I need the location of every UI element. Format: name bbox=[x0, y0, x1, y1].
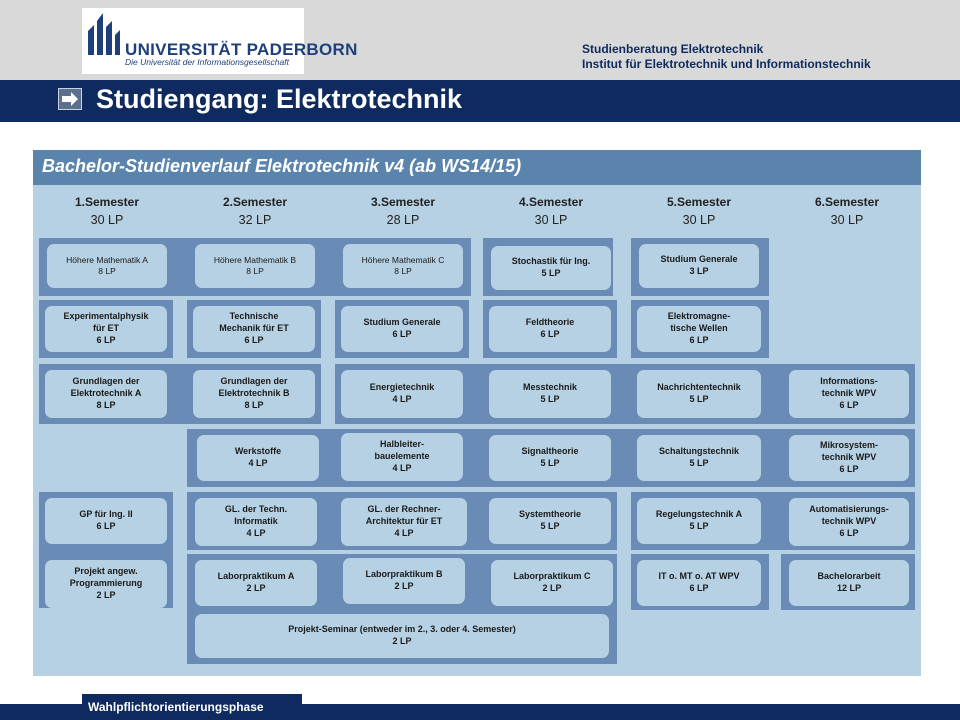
semester-1-lp: 30 LP bbox=[90, 213, 124, 227]
semester-4-title: 4.Semester bbox=[518, 195, 584, 209]
course-credits: 8 LP bbox=[98, 266, 116, 276]
course-credits: 8 LP bbox=[244, 399, 264, 410]
course-title-2: technik WPV bbox=[821, 388, 877, 399]
semester-3-title: 3.Semester bbox=[370, 195, 436, 209]
course-title: Informations- bbox=[820, 376, 878, 387]
course-automatisierungstechnik-wpv[interactable] bbox=[789, 498, 909, 546]
course-laborpraktikum-a[interactable] bbox=[195, 560, 317, 606]
course-title-2: technik WPV bbox=[821, 516, 877, 527]
semester-5-lp: 30 LP bbox=[682, 213, 716, 227]
course-gl-rechnerarchitektur[interactable] bbox=[341, 498, 467, 546]
course-it-mt-at-wpv[interactable] bbox=[637, 560, 761, 606]
semester-4-lp: 30 LP bbox=[534, 213, 568, 227]
course-messtechnik[interactable] bbox=[489, 370, 611, 418]
course-hoehere-mathematik-b[interactable] bbox=[195, 244, 315, 288]
course-grundlagen-et-b[interactable] bbox=[193, 370, 315, 418]
course-gp-fuer-ing-2[interactable] bbox=[45, 498, 167, 544]
course-credits: 5 LP bbox=[689, 521, 709, 531]
course-title: Automatisierungs- bbox=[809, 504, 889, 515]
course-credits: 4 LP bbox=[392, 462, 412, 473]
course-title: Halbleiter- bbox=[379, 439, 424, 450]
course-credits: 5 LP bbox=[540, 458, 560, 468]
course-werkstoffe[interactable] bbox=[197, 435, 319, 481]
course-halbleiterbauelemente[interactable] bbox=[341, 433, 463, 481]
course-systemtheorie[interactable] bbox=[489, 498, 611, 544]
course-bachelorarbeit[interactable] bbox=[789, 560, 909, 606]
course-title: GL. der Rechner- bbox=[367, 504, 441, 515]
course-credits: 8 LP bbox=[246, 266, 264, 276]
course-title: Regelungstechnik A bbox=[655, 509, 743, 520]
course-title: Höhere Mathematik C bbox=[361, 254, 445, 265]
semester-1-title: 1.Semester bbox=[74, 195, 140, 209]
course-experimentalphysik[interactable] bbox=[45, 306, 167, 352]
course-title: Höhere Mathematik A bbox=[66, 254, 148, 265]
course-technische-mechanik[interactable] bbox=[193, 306, 315, 352]
course-title: Stochastik für Ing. bbox=[511, 256, 591, 267]
course-regelungstechnik-a[interactable] bbox=[637, 498, 761, 544]
semester-5-title: 5.Semester bbox=[666, 195, 732, 209]
course-title: Schaltungstechnik bbox=[658, 446, 739, 457]
course-informationstechnik-wpv[interactable] bbox=[789, 370, 909, 418]
semester-2-title: 2.Semester bbox=[222, 195, 288, 209]
phase-label: Wahlpflichtorientierungsphase bbox=[88, 700, 264, 714]
page-title: Studiengang: Elektrotechnik bbox=[96, 84, 463, 114]
course-laborpraktikum-c[interactable] bbox=[491, 560, 613, 606]
course-title: Studium Generale bbox=[660, 254, 738, 265]
course-title: Projekt-Seminar (entweder im 2., 3. oder 4. Semester) bbox=[288, 624, 516, 635]
institute-line-1: Studienberatung Elektrotechnik bbox=[582, 42, 764, 56]
course-title-2: Elektrotechnik A bbox=[70, 388, 142, 399]
university-tagline: Die Universität der Informationsgesellschaft bbox=[125, 57, 289, 67]
course-credits: 6 LP bbox=[96, 521, 116, 531]
university-name: UNIVERSITÄT PADERBORN bbox=[125, 40, 358, 59]
course-credits: 6 LP bbox=[689, 583, 709, 593]
course-hoehere-mathematik-a[interactable] bbox=[47, 244, 167, 288]
course-title: Laborpraktikum C bbox=[513, 571, 591, 582]
course-title-2: technik WPV bbox=[821, 452, 877, 463]
course-title-2: tische Wellen bbox=[670, 323, 728, 334]
course-title: Mikrosystem- bbox=[819, 440, 879, 451]
course-credits: 2 LP bbox=[96, 589, 116, 600]
course-credits: 5 LP bbox=[689, 394, 709, 404]
semester-3-lp: 28 LP bbox=[386, 213, 420, 227]
course-title-2: für ET bbox=[93, 323, 119, 334]
course-title: Projekt angew. bbox=[74, 566, 138, 577]
course-title: Werkstoffe bbox=[234, 446, 282, 457]
course-credits: 6 LP bbox=[839, 527, 859, 538]
course-credits: 6 LP bbox=[839, 399, 859, 410]
course-grundlagen-et-a[interactable] bbox=[45, 370, 167, 418]
course-title: Studium Generale bbox=[363, 317, 441, 328]
university-crest-icon bbox=[86, 11, 122, 57]
course-title: Nachrichtentechnik bbox=[657, 382, 741, 393]
course-title: Elektromagne- bbox=[667, 311, 731, 322]
course-title: GL. der Techn. bbox=[224, 504, 288, 515]
course-projekt-seminar[interactable] bbox=[195, 614, 609, 658]
course-title: Messtechnik bbox=[522, 382, 578, 393]
course-schaltungstechnik[interactable] bbox=[637, 435, 761, 481]
course-nachrichtentechnik[interactable] bbox=[637, 370, 761, 418]
course-credits: 8 LP bbox=[394, 266, 412, 276]
course-credits: 6 LP bbox=[689, 334, 709, 345]
course-credits: 12 LP bbox=[836, 583, 861, 593]
course-title: Laborpraktikum A bbox=[217, 571, 295, 582]
course-feldtheorie[interactable] bbox=[489, 306, 611, 352]
course-signaltheorie[interactable] bbox=[489, 435, 611, 481]
course-credits: 6 LP bbox=[96, 334, 116, 345]
course-title-2: Elektrotechnik B bbox=[218, 388, 290, 399]
course-credits: 2 LP bbox=[542, 583, 562, 593]
course-title: Energietechnik bbox=[369, 382, 435, 393]
course-credits: 4 LP bbox=[246, 527, 266, 538]
arrow-right-icon bbox=[58, 88, 82, 110]
course-title-2: Informatik bbox=[234, 516, 278, 527]
course-title-2: bauelemente bbox=[374, 451, 430, 462]
course-title: Signaltheorie bbox=[521, 446, 579, 457]
institute-line-2: Institut für Elektrotechnik und Informationstechnik bbox=[582, 57, 871, 71]
course-title: Laborpraktikum B bbox=[365, 569, 443, 580]
course-title: Höhere Mathematik B bbox=[213, 254, 297, 265]
course-hoehere-mathematik-c[interactable] bbox=[343, 244, 463, 288]
course-gl-techn-informatik[interactable] bbox=[195, 498, 317, 546]
course-credits: 5 LP bbox=[540, 521, 560, 531]
course-studium-generale-6[interactable] bbox=[341, 306, 463, 352]
course-credits: 5 LP bbox=[689, 458, 709, 468]
course-credits: 6 LP bbox=[392, 329, 412, 339]
course-credits: 6 LP bbox=[244, 334, 264, 345]
course-title-2: Architektur für ET bbox=[365, 516, 443, 527]
course-title-2: Mechanik für ET bbox=[219, 323, 289, 334]
course-credits: 6 LP bbox=[839, 463, 859, 474]
course-mikrosystemtechnik-wpv[interactable] bbox=[789, 435, 909, 481]
course-title: Systemtheorie bbox=[518, 509, 582, 520]
course-credits: 4 LP bbox=[248, 458, 268, 468]
course-credits: 5 LP bbox=[540, 394, 560, 404]
course-elektromagnetische-wellen[interactable] bbox=[637, 306, 761, 352]
course-studium-generale-3[interactable] bbox=[639, 244, 759, 288]
course-credits: 2 LP bbox=[246, 583, 266, 593]
course-laborpraktikum-b[interactable] bbox=[343, 558, 465, 604]
course-title: Feldtheorie bbox=[525, 317, 575, 328]
course-title: Technische bbox=[229, 311, 279, 322]
course-credits: 4 LP bbox=[394, 527, 414, 538]
course-credits: 8 LP bbox=[96, 399, 116, 410]
course-credits: 6 LP bbox=[540, 329, 560, 339]
course-projekt-angew-programmierung[interactable] bbox=[45, 560, 167, 608]
course-energietechnik[interactable] bbox=[341, 370, 463, 418]
course-title: Bachelorarbeit bbox=[817, 571, 881, 582]
semester-6-lp: 30 LP bbox=[830, 213, 864, 227]
course-credits: 5 LP bbox=[541, 268, 561, 278]
course-title: Grundlagen der bbox=[72, 376, 140, 387]
course-title: IT o. MT o. AT WPV bbox=[658, 571, 740, 582]
course-title: GP für Ing. II bbox=[79, 509, 133, 520]
course-credits: 2 LP bbox=[392, 636, 412, 646]
course-credits: 2 LP bbox=[394, 581, 414, 591]
semester-2-lp: 32 LP bbox=[238, 213, 272, 227]
course-title-2: Programmierung bbox=[69, 578, 143, 589]
course-title: Experimentalphysik bbox=[63, 311, 149, 322]
course-stochastik[interactable] bbox=[491, 246, 611, 290]
semester-6-title: 6.Semester bbox=[814, 195, 880, 209]
course-credits: 4 LP bbox=[392, 394, 412, 404]
plan-heading: Bachelor-Studienverlauf Elektrotechnik v4 (ab WS14/15) bbox=[42, 156, 522, 176]
course-credits: 3 LP bbox=[689, 266, 709, 276]
course-title: Grundlagen der bbox=[220, 376, 288, 387]
